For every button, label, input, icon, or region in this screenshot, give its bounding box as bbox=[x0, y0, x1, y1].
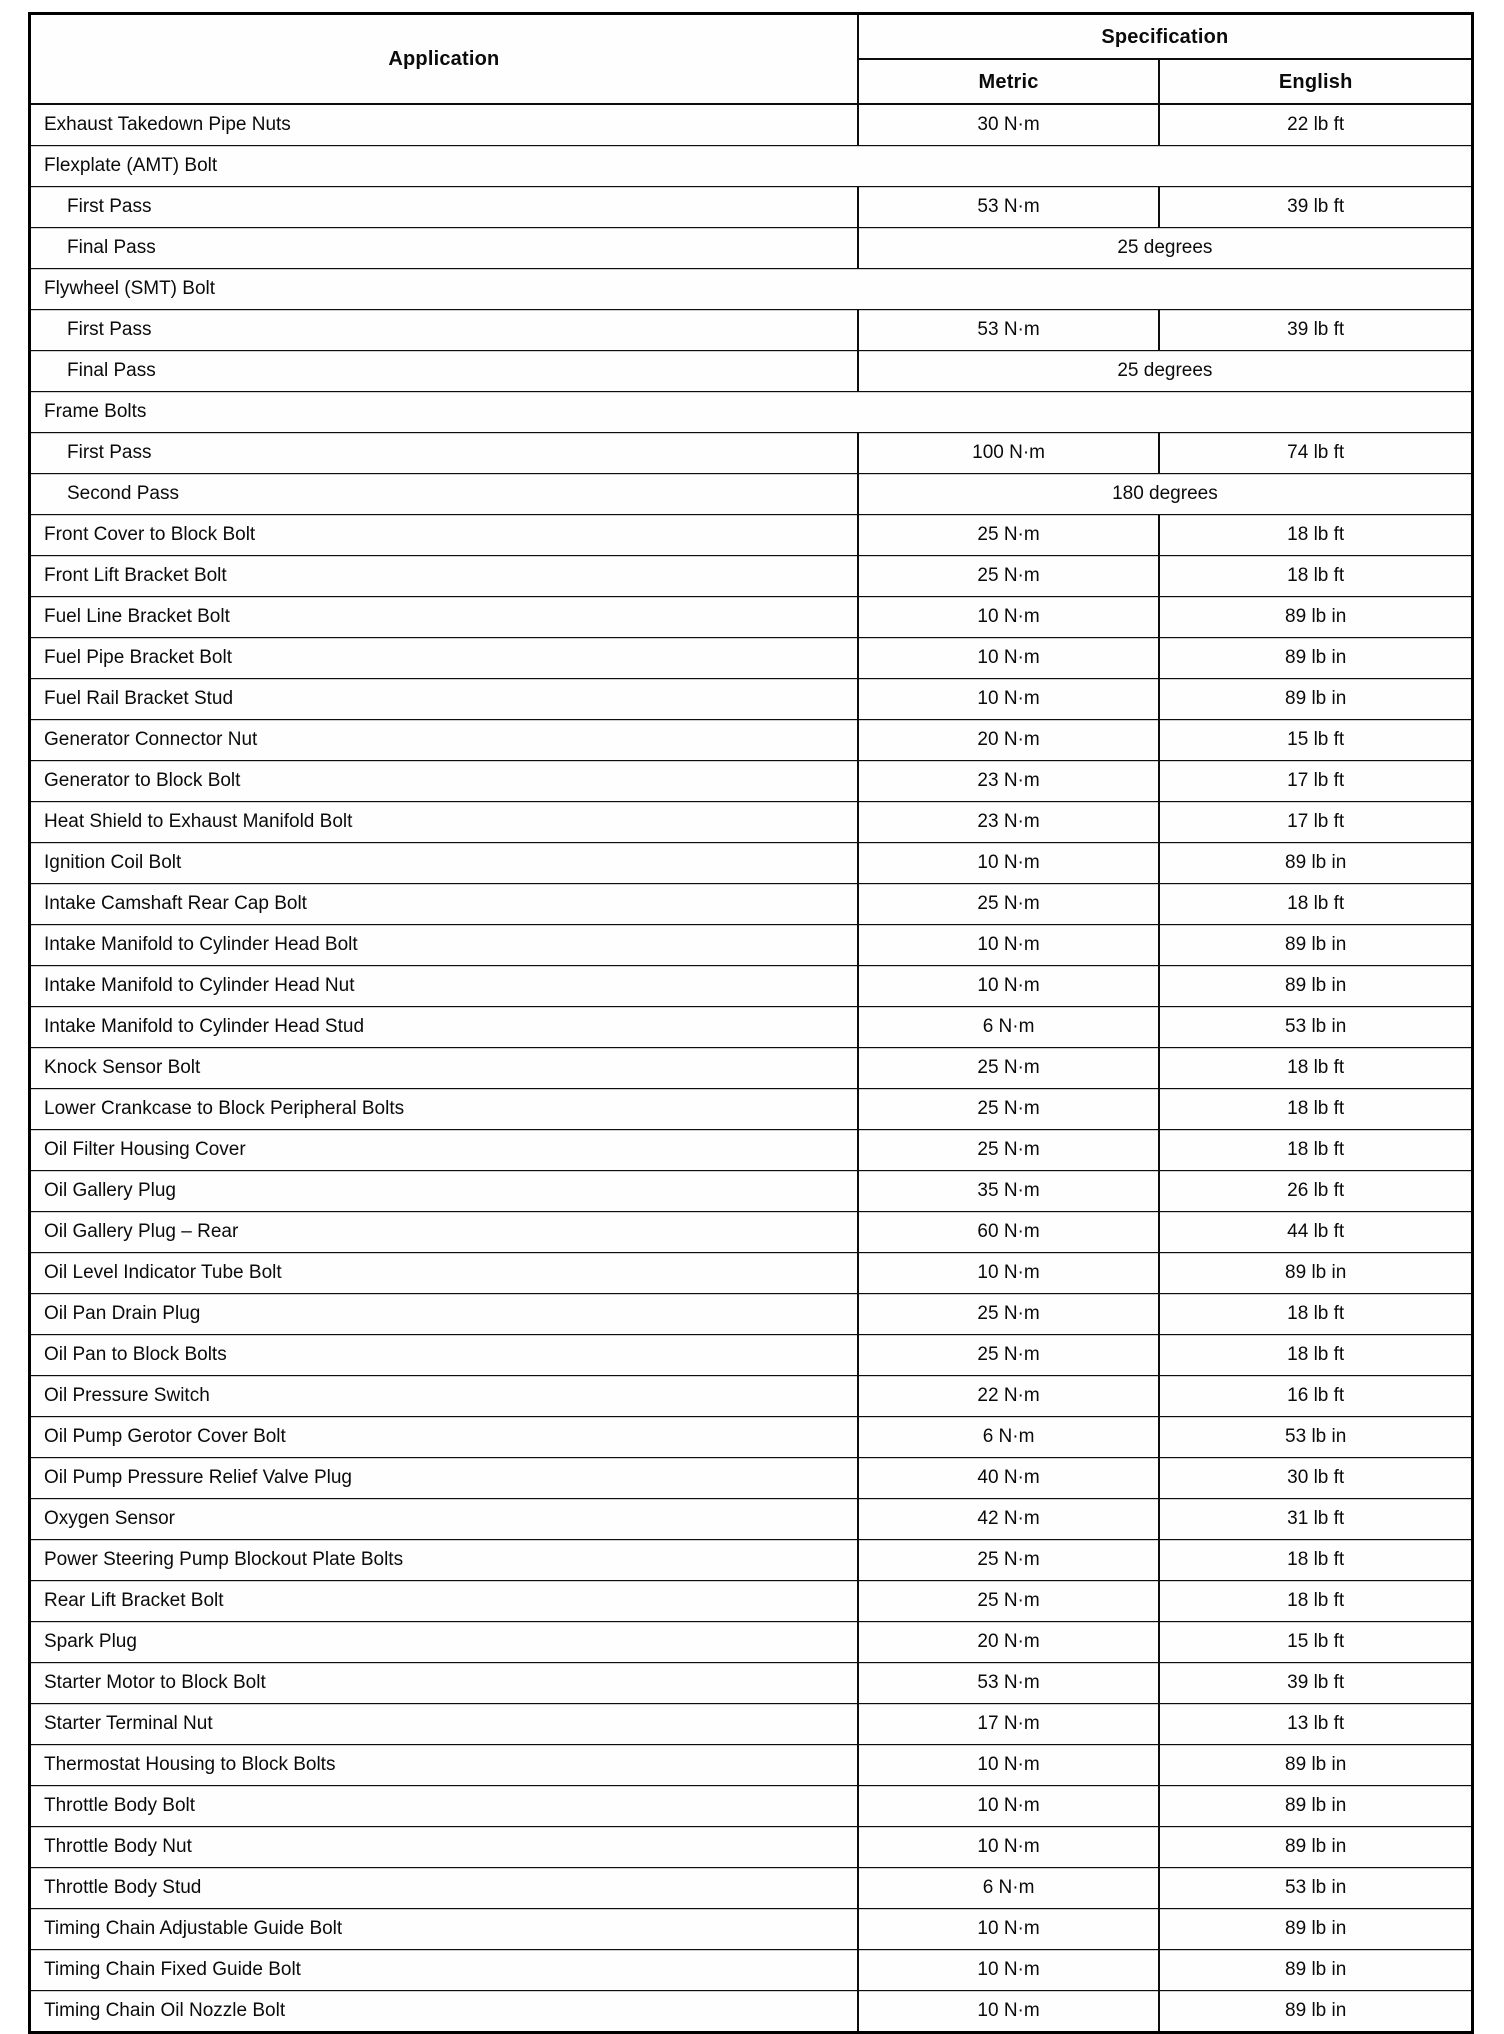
application-cell: Front Cover to Block Bolt bbox=[30, 515, 858, 556]
table-row bbox=[30, 1909, 1473, 1950]
table-row bbox=[30, 884, 1473, 925]
metric-value-cell: 10 N·m bbox=[858, 1950, 1160, 1991]
application-cell: Oil Filter Housing Cover bbox=[30, 1130, 858, 1171]
application-cell: Throttle Body Stud bbox=[30, 1868, 858, 1909]
english-value-cell: 89 lb in bbox=[1159, 1909, 1472, 1950]
application-cell: Oil Pump Gerotor Cover Bolt bbox=[30, 1417, 858, 1458]
application-cell: Oxygen Sensor bbox=[30, 1499, 858, 1540]
table-row bbox=[30, 679, 1473, 720]
application-cell: Oil Pan to Block Bolts bbox=[30, 1335, 858, 1376]
table-row bbox=[30, 515, 1473, 556]
table-row bbox=[30, 1499, 1473, 1540]
application-cell: Oil Pump Pressure Relief Valve Plug bbox=[30, 1458, 858, 1499]
application-cell: Oil Pressure Switch bbox=[30, 1376, 858, 1417]
english-value-cell: 53 lb in bbox=[1159, 1868, 1472, 1909]
table-row bbox=[30, 1827, 1473, 1868]
english-value-cell: 89 lb in bbox=[1159, 966, 1472, 1007]
application-cell: Flywheel (SMT) Bolt bbox=[30, 269, 1473, 310]
metric-value-cell: 6 N·m bbox=[858, 1007, 1160, 1048]
table-row bbox=[30, 1868, 1473, 1909]
table-row bbox=[30, 1171, 1473, 1212]
english-value-cell: 89 lb in bbox=[1159, 1950, 1472, 1991]
english-value-cell: 18 lb ft bbox=[1159, 1335, 1472, 1376]
application-cell: Throttle Body Nut bbox=[30, 1827, 858, 1868]
metric-value-cell: 100 N·m bbox=[858, 433, 1160, 474]
application-cell: Intake Manifold to Cylinder Head Bolt bbox=[30, 925, 858, 966]
metric-value-cell: 10 N·m bbox=[858, 638, 1160, 679]
english-value-cell: 53 lb in bbox=[1159, 1417, 1472, 1458]
metric-value-cell: 25 N·m bbox=[858, 556, 1160, 597]
section-row bbox=[30, 146, 1473, 187]
table-row bbox=[30, 351, 1473, 392]
application-cell: Intake Camshaft Rear Cap Bolt bbox=[30, 884, 858, 925]
specification-column-header: Specification bbox=[858, 14, 1473, 60]
application-cell: Intake Manifold to Cylinder Head Nut bbox=[30, 966, 858, 1007]
torque-specification-table bbox=[28, 12, 1474, 2034]
english-value-cell: 89 lb in bbox=[1159, 1745, 1472, 1786]
application-cell: Frame Bolts bbox=[30, 392, 1473, 433]
english-value-cell: 15 lb ft bbox=[1159, 720, 1472, 761]
section-row bbox=[30, 269, 1473, 310]
metric-value-cell: 25 N·m bbox=[858, 1540, 1160, 1581]
metric-value-cell: 10 N·m bbox=[858, 843, 1160, 884]
application-cell: Exhaust Takedown Pipe Nuts bbox=[30, 104, 858, 146]
application-cell: Timing Chain Oil Nozzle Bolt bbox=[30, 1991, 858, 2033]
table-row bbox=[30, 761, 1473, 802]
application-cell: Ignition Coil Bolt bbox=[30, 843, 858, 884]
english-value-cell: 39 lb ft bbox=[1159, 310, 1472, 351]
application-cell: Oil Gallery Plug – Rear bbox=[30, 1212, 858, 1253]
application-cell: Lower Crankcase to Block Peripheral Bolts bbox=[30, 1089, 858, 1130]
table-row bbox=[30, 104, 1473, 146]
table-row bbox=[30, 843, 1473, 884]
english-value-cell: 31 lb ft bbox=[1159, 1499, 1472, 1540]
table-row bbox=[30, 1458, 1473, 1499]
application-cell: Rear Lift Bracket Bolt bbox=[30, 1581, 858, 1622]
application-cell: Knock Sensor Bolt bbox=[30, 1048, 858, 1089]
metric-value-cell: 35 N·m bbox=[858, 1171, 1160, 1212]
metric-value-cell: 10 N·m bbox=[858, 1253, 1160, 1294]
table-row bbox=[30, 1622, 1473, 1663]
table-row bbox=[30, 1417, 1473, 1458]
section-row bbox=[30, 392, 1473, 433]
table-row bbox=[30, 720, 1473, 761]
english-value-cell: 18 lb ft bbox=[1159, 1294, 1472, 1335]
metric-value-cell: 60 N·m bbox=[858, 1212, 1160, 1253]
application-cell: Heat Shield to Exhaust Manifold Bolt bbox=[30, 802, 858, 843]
application-cell: Starter Motor to Block Bolt bbox=[30, 1663, 858, 1704]
english-value-cell: 89 lb in bbox=[1159, 1786, 1472, 1827]
metric-value-cell: 53 N·m bbox=[858, 1663, 1160, 1704]
table-row bbox=[30, 1581, 1473, 1622]
metric-value-cell: 6 N·m bbox=[858, 1417, 1160, 1458]
metric-value-cell: 10 N·m bbox=[858, 597, 1160, 638]
application-cell: Flexplate (AMT) Bolt bbox=[30, 146, 1473, 187]
metric-value-cell: 10 N·m bbox=[858, 925, 1160, 966]
table-row bbox=[30, 310, 1473, 351]
application-cell: Timing Chain Fixed Guide Bolt bbox=[30, 1950, 858, 1991]
english-value-cell: 74 lb ft bbox=[1159, 433, 1472, 474]
table-row bbox=[30, 1786, 1473, 1827]
table-row bbox=[30, 1376, 1473, 1417]
english-value-cell: 18 lb ft bbox=[1159, 1540, 1472, 1581]
metric-value-cell: 10 N·m bbox=[858, 1745, 1160, 1786]
application-column-header: Application bbox=[30, 14, 858, 105]
english-value-cell: 89 lb in bbox=[1159, 638, 1472, 679]
english-value-cell: 17 lb ft bbox=[1159, 802, 1472, 843]
table-row bbox=[30, 1704, 1473, 1745]
table-row bbox=[30, 1991, 1473, 2033]
specification-span-cell: 25 degrees bbox=[858, 228, 1473, 269]
application-cell: Second Pass bbox=[30, 474, 858, 515]
metric-value-cell: 25 N·m bbox=[858, 1294, 1160, 1335]
table-row bbox=[30, 1212, 1473, 1253]
english-column-header: English bbox=[1159, 59, 1472, 104]
english-value-cell: 89 lb in bbox=[1159, 843, 1472, 884]
table-row bbox=[30, 1007, 1473, 1048]
application-cell: Oil Gallery Plug bbox=[30, 1171, 858, 1212]
metric-value-cell: 25 N·m bbox=[858, 1089, 1160, 1130]
table-row bbox=[30, 1663, 1473, 1704]
application-cell: Final Pass bbox=[30, 228, 858, 269]
metric-value-cell: 25 N·m bbox=[858, 1130, 1160, 1171]
table-row bbox=[30, 187, 1473, 228]
metric-value-cell: 40 N·m bbox=[858, 1458, 1160, 1499]
english-value-cell: 89 lb in bbox=[1159, 597, 1472, 638]
english-value-cell: 89 lb in bbox=[1159, 1991, 1472, 2033]
application-cell: Power Steering Pump Blockout Plate Bolts bbox=[30, 1540, 858, 1581]
table-row bbox=[30, 474, 1473, 515]
metric-value-cell: 10 N·m bbox=[858, 1991, 1160, 2033]
table-row bbox=[30, 966, 1473, 1007]
table-row bbox=[30, 1950, 1473, 1991]
english-value-cell: 89 lb in bbox=[1159, 679, 1472, 720]
metric-value-cell: 30 N·m bbox=[858, 104, 1160, 146]
english-value-cell: 16 lb ft bbox=[1159, 1376, 1472, 1417]
english-value-cell: 39 lb ft bbox=[1159, 187, 1472, 228]
application-cell: Fuel Line Bracket Bolt bbox=[30, 597, 858, 638]
application-cell: Fuel Rail Bracket Stud bbox=[30, 679, 858, 720]
metric-value-cell: 10 N·m bbox=[858, 1786, 1160, 1827]
table-row bbox=[30, 1294, 1473, 1335]
english-value-cell: 39 lb ft bbox=[1159, 1663, 1472, 1704]
metric-value-cell: 10 N·m bbox=[858, 1909, 1160, 1950]
english-value-cell: 30 lb ft bbox=[1159, 1458, 1472, 1499]
english-value-cell: 89 lb in bbox=[1159, 1253, 1472, 1294]
metric-value-cell: 10 N·m bbox=[858, 679, 1160, 720]
english-value-cell: 22 lb ft bbox=[1159, 104, 1472, 146]
english-value-cell: 18 lb ft bbox=[1159, 1130, 1472, 1171]
application-cell: Fuel Pipe Bracket Bolt bbox=[30, 638, 858, 679]
metric-value-cell: 23 N·m bbox=[858, 802, 1160, 843]
metric-value-cell: 25 N·m bbox=[858, 1335, 1160, 1376]
application-cell: Final Pass bbox=[30, 351, 858, 392]
table-row bbox=[30, 1253, 1473, 1294]
metric-value-cell: 53 N·m bbox=[858, 310, 1160, 351]
table-row bbox=[30, 1130, 1473, 1171]
specification-span-cell: 25 degrees bbox=[858, 351, 1473, 392]
application-cell: Thermostat Housing to Block Bolts bbox=[30, 1745, 858, 1786]
application-cell: Generator to Block Bolt bbox=[30, 761, 858, 802]
english-value-cell: 18 lb ft bbox=[1159, 515, 1472, 556]
metric-value-cell: 25 N·m bbox=[858, 515, 1160, 556]
english-value-cell: 13 lb ft bbox=[1159, 1704, 1472, 1745]
table-body bbox=[30, 104, 1473, 2033]
application-cell: Timing Chain Adjustable Guide Bolt bbox=[30, 1909, 858, 1950]
english-value-cell: 89 lb in bbox=[1159, 925, 1472, 966]
english-value-cell: 26 lb ft bbox=[1159, 1171, 1472, 1212]
application-cell: Intake Manifold to Cylinder Head Stud bbox=[30, 1007, 858, 1048]
english-value-cell: 53 lb in bbox=[1159, 1007, 1472, 1048]
metric-value-cell: 23 N·m bbox=[858, 761, 1160, 802]
metric-value-cell: 20 N·m bbox=[858, 720, 1160, 761]
table-row bbox=[30, 1540, 1473, 1581]
table-header bbox=[30, 14, 1473, 105]
table-row bbox=[30, 1335, 1473, 1376]
table-row bbox=[30, 925, 1473, 966]
metric-value-cell: 25 N·m bbox=[858, 1581, 1160, 1622]
table-row bbox=[30, 433, 1473, 474]
application-cell: First Pass bbox=[30, 310, 858, 351]
specification-span-cell: 180 degrees bbox=[858, 474, 1473, 515]
table-row bbox=[30, 1048, 1473, 1089]
metric-value-cell: 22 N·m bbox=[858, 1376, 1160, 1417]
metric-value-cell: 53 N·m bbox=[858, 187, 1160, 228]
english-value-cell: 44 lb ft bbox=[1159, 1212, 1472, 1253]
application-cell: First Pass bbox=[30, 187, 858, 228]
application-cell: Throttle Body Bolt bbox=[30, 1786, 858, 1827]
application-cell: Starter Terminal Nut bbox=[30, 1704, 858, 1745]
metric-value-cell: 42 N·m bbox=[858, 1499, 1160, 1540]
table-row bbox=[30, 228, 1473, 269]
application-cell: Front Lift Bracket Bolt bbox=[30, 556, 858, 597]
metric-value-cell: 25 N·m bbox=[858, 884, 1160, 925]
application-cell: Oil Pan Drain Plug bbox=[30, 1294, 858, 1335]
metric-value-cell: 10 N·m bbox=[858, 1827, 1160, 1868]
header-row-top bbox=[30, 14, 1473, 60]
metric-value-cell: 25 N·m bbox=[858, 1048, 1160, 1089]
metric-value-cell: 17 N·m bbox=[858, 1704, 1160, 1745]
metric-value-cell: 6 N·m bbox=[858, 1868, 1160, 1909]
english-value-cell: 18 lb ft bbox=[1159, 1581, 1472, 1622]
metric-value-cell: 20 N·m bbox=[858, 1622, 1160, 1663]
application-cell: First Pass bbox=[30, 433, 858, 474]
metric-column-header: Metric bbox=[858, 59, 1160, 104]
table-row bbox=[30, 802, 1473, 843]
english-value-cell: 17 lb ft bbox=[1159, 761, 1472, 802]
english-value-cell: 18 lb ft bbox=[1159, 1089, 1472, 1130]
english-value-cell: 89 lb in bbox=[1159, 1827, 1472, 1868]
english-value-cell: 18 lb ft bbox=[1159, 1048, 1472, 1089]
table-row bbox=[30, 556, 1473, 597]
english-value-cell: 15 lb ft bbox=[1159, 1622, 1472, 1663]
english-value-cell: 18 lb ft bbox=[1159, 556, 1472, 597]
application-cell: Oil Level Indicator Tube Bolt bbox=[30, 1253, 858, 1294]
metric-value-cell: 10 N·m bbox=[858, 966, 1160, 1007]
application-cell: Generator Connector Nut bbox=[30, 720, 858, 761]
table-row bbox=[30, 1745, 1473, 1786]
table-row bbox=[30, 1089, 1473, 1130]
table-row bbox=[30, 638, 1473, 679]
application-cell: Spark Plug bbox=[30, 1622, 858, 1663]
english-value-cell: 18 lb ft bbox=[1159, 884, 1472, 925]
table-row bbox=[30, 597, 1473, 638]
